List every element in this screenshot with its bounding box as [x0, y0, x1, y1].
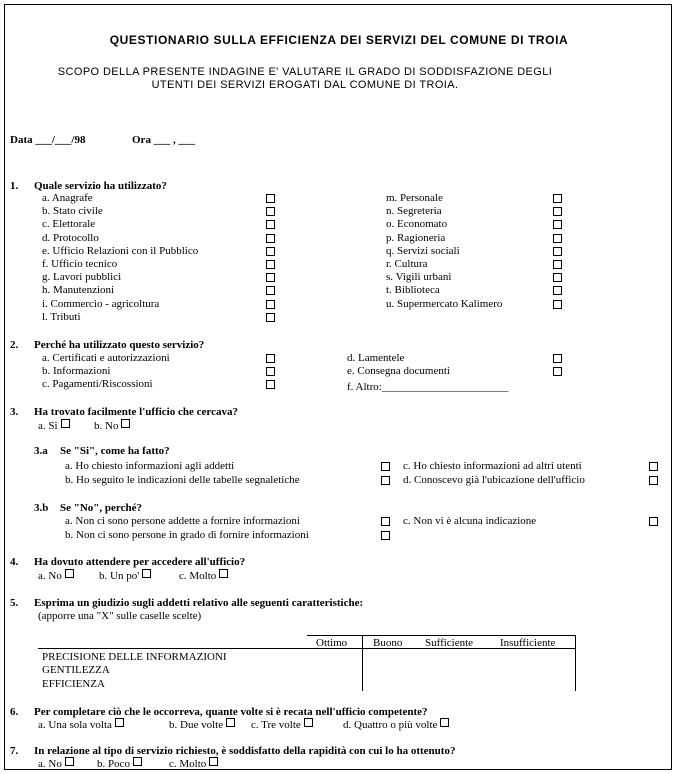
- q1-question: Quale servizio ha utilizzato?: [34, 180, 167, 192]
- q1-left-checkbox[interactable]: [266, 273, 275, 282]
- q1-right-option: r. Cultura: [386, 258, 428, 270]
- q3-option-si-label: a. Si: [38, 420, 58, 432]
- q1-right-checkbox[interactable]: [553, 220, 562, 229]
- q6-opts-checkbox[interactable]: [304, 718, 313, 727]
- q4-opts-option-label: b. Un po': [99, 570, 140, 582]
- q7-opts-option-label: a. No: [38, 758, 62, 770]
- q1-left-option: c. Elettorale: [42, 218, 96, 231]
- q5-table-divider: [362, 635, 363, 691]
- q1-left-checkbox[interactable]: [266, 300, 275, 309]
- q5-table-header-line: [38, 648, 575, 649]
- q1-right-option: o. Economato: [386, 218, 448, 231]
- q2-other-field[interactable]: f. Altro:_______________________: [347, 381, 509, 393]
- q4-opts-option[interactable]: [38, 569, 76, 582]
- q3b-left-option: a. Non ci sono persone addette a fornire informazioni: [65, 515, 300, 527]
- q1-right-option: m. Personale: [386, 192, 443, 204]
- q3b-left-checkbox[interactable]: [381, 517, 390, 526]
- q2-right-option: e. Consegna documenti: [347, 365, 450, 377]
- q4-opts-option-label: c. Molto: [179, 570, 217, 582]
- scope-line-2: UTENTI DEI SERVIZI EROGATI DAL COMUNE DI TROIA.: [151, 79, 459, 91]
- q7-opts-checkbox[interactable]: [209, 757, 218, 766]
- q4-opts-checkbox[interactable]: [65, 569, 74, 578]
- q1-right-checkbox[interactable]: [553, 260, 562, 269]
- q7-number: 7.: [10, 745, 19, 757]
- q5-col-ottimo: Ottimo: [316, 637, 348, 649]
- q7-opts-option[interactable]: [169, 757, 220, 770]
- page-title: QUESTIONARIO SULLA EFFICIENZA DEI SERVIZI DEL COMUNE DI TROIA: [109, 33, 569, 47]
- q4-number: 4.: [10, 556, 19, 568]
- q5-note: (apporre una "X" sulle caselle scelte): [38, 610, 202, 622]
- date-field[interactable]: Data ___/___/98: [10, 134, 86, 146]
- q4-opts-checkbox[interactable]: [219, 569, 228, 578]
- q5-col-buono: Buono: [373, 637, 403, 649]
- q1-right-option: s. Vigili urbani: [386, 271, 452, 284]
- q1-right-option: t. Biblioteca: [386, 284, 440, 297]
- q1-left-checkbox[interactable]: [266, 194, 275, 203]
- q2-left-option: c. Pagamenti/Riscossioni: [42, 378, 153, 390]
- q3b-right-checkbox[interactable]: [649, 517, 658, 526]
- scope-line-1: SCOPO DELLA PRESENTE INDAGINE E' VALUTARE IL GRADO DI SODDISFAZIONE DEGLI: [57, 66, 553, 78]
- q1-right-checkbox[interactable]: [553, 247, 562, 256]
- q4-question: Ha dovuto attendere per accedere all'ufficio?: [34, 556, 246, 568]
- q5-question: Esprima un giudizio sugli addetti relativo alle seguenti caratteristiche:: [34, 597, 364, 609]
- q5-row-efficienza: EFFICIENZA: [42, 678, 105, 690]
- q3-number: 3.: [10, 406, 19, 418]
- q7-opts-option-label: c. Molto: [169, 758, 207, 770]
- q1-right-option: u. Supermercato Kalimero: [386, 297, 503, 310]
- q2-question: Perché ha utilizzato questo servizio?: [34, 339, 205, 351]
- q1-right-checkbox[interactable]: [553, 300, 562, 309]
- q1-left-checkbox[interactable]: [266, 247, 275, 256]
- q7-opts-option-label: b. Poco: [97, 758, 130, 770]
- q6-opts-option[interactable]: [169, 718, 237, 731]
- q3a-left-option: b. Ho seguito le indicazioni delle tabelle segnaletiche: [65, 473, 300, 486]
- questionnaire-page: [4, 4, 672, 770]
- q3-no-checkbox[interactable]: [121, 419, 130, 428]
- q1-left-checkbox[interactable]: [266, 207, 275, 216]
- q7-opts-option[interactable]: [97, 757, 144, 770]
- q7-question: In relazione al tipo di servizio richiesto, è soddisfatto della rapidità con cui lo ha ottenuto?: [34, 745, 456, 757]
- q3a-label: 3.a: [34, 445, 48, 457]
- q5-row-gentilezza: GENTILEZZA: [42, 664, 110, 676]
- q5-col-insufficiente: Insufficiente: [500, 637, 556, 649]
- q1-left-option: i. Commercio - agricoltura: [42, 297, 160, 310]
- q3b-left-checkbox[interactable]: [381, 531, 390, 540]
- q1-left-option: b. Stato civile: [42, 205, 103, 218]
- q4-opts-option[interactable]: [99, 569, 153, 582]
- q3-si-checkbox[interactable]: [61, 419, 70, 428]
- q1-right-checkbox[interactable]: [553, 207, 562, 216]
- q6-question: Per completare ciò che le occorreva, quante volte si è recata nell'ufficio competente?: [34, 706, 428, 718]
- q1-right-checkbox[interactable]: [553, 234, 562, 243]
- q5-row-precisione: PRECISIONE DELLE INFORMAZIONI: [42, 651, 227, 663]
- q1-right-checkbox[interactable]: [553, 273, 562, 282]
- q3a-left-checkbox[interactable]: [381, 462, 390, 471]
- q5-table-top-line: [307, 635, 575, 636]
- q3a-left-option: a. Ho chiesto informazioni agli addetti: [65, 460, 235, 472]
- q5-col-sufficiente: Sufficiente: [425, 637, 474, 649]
- q6-opts-checkbox[interactable]: [440, 718, 449, 727]
- q1-left-option: d. Protocollo: [42, 231, 99, 244]
- q2-number: 2.: [10, 339, 19, 351]
- q4-opts-checkbox[interactable]: [142, 569, 151, 578]
- q6-opts-option[interactable]: [343, 718, 451, 731]
- q1-left-option: f. Ufficio tecnico: [42, 258, 118, 270]
- q3a-right-option: d. Conoscevo già l'ubicazione dell'ufficio: [403, 473, 585, 486]
- q3a-left-checkbox[interactable]: [381, 476, 390, 485]
- q6-opts-option[interactable]: [251, 718, 315, 731]
- q3-question: Ha trovato facilmente l'ufficio che cercava?: [34, 406, 238, 418]
- q1-left-checkbox[interactable]: [266, 260, 275, 269]
- q1-left-option: a. Anagrafe: [42, 192, 93, 204]
- q7-opts-checkbox[interactable]: [133, 757, 142, 766]
- q7-opts-option[interactable]: [38, 757, 76, 770]
- q1-left-option: h. Manutenzioni: [42, 284, 115, 297]
- q1-left-checkbox[interactable]: [266, 234, 275, 243]
- q6-opts-option-label: b. Due volte: [169, 719, 224, 731]
- q2-left-option: b. Informazioni: [42, 365, 111, 377]
- q1-left-checkbox[interactable]: [266, 220, 275, 229]
- q3b-label: 3.b: [34, 502, 49, 514]
- q6-opts-checkbox[interactable]: [226, 718, 235, 727]
- q6-number: 6.: [10, 706, 19, 718]
- q2-left-option: a. Certificati e autorizzazioni: [42, 352, 170, 364]
- q1-number: 1.: [10, 180, 19, 192]
- q3b-question: Se "No", perché?: [60, 502, 142, 514]
- q1-left-checkbox[interactable]: [266, 313, 275, 322]
- q3a-right-checkbox[interactable]: [649, 476, 658, 485]
- q3a-question: Se "Si", come ha fatto?: [60, 445, 170, 457]
- q3-option-si[interactable]: [38, 419, 72, 432]
- q6-opts-checkbox[interactable]: [115, 718, 124, 727]
- q3-option-no-label: b. No: [94, 420, 119, 432]
- q4-opts-option[interactable]: [179, 569, 230, 582]
- q3a-right-checkbox[interactable]: [649, 462, 658, 471]
- q3b-left-option: b. Non ci sono persone in grado di fornire informazioni: [65, 528, 309, 541]
- q1-right-checkbox[interactable]: [553, 286, 562, 295]
- q3a-right-option: c. Ho chiesto informazioni ad altri utenti: [403, 460, 582, 472]
- q1-right-option: p. Ragioneria: [386, 231, 446, 244]
- q1-right-option: q. Servizi sociali: [386, 244, 460, 257]
- q3-option-no[interactable]: [94, 419, 132, 432]
- q2-left-checkbox[interactable]: [266, 354, 275, 363]
- q6-opts-option-label: a. Una sola volta: [38, 719, 112, 731]
- q7-opts-checkbox[interactable]: [65, 757, 74, 766]
- q5-number: 5.: [10, 597, 19, 609]
- q6-opts-option-label: c. Tre volte: [251, 719, 301, 731]
- q2-right-option: d. Lamentele: [347, 352, 405, 364]
- q1-left-option: e. Ufficio Relazioni con il Pubblico: [42, 244, 199, 257]
- q1-right-option: n. Segreteria: [386, 205, 442, 218]
- q2-right-checkbox[interactable]: [553, 367, 562, 376]
- q3b-right-option: c. Non vi è alcuna indicazione: [403, 515, 537, 527]
- q1-left-option: l. Tributi: [42, 310, 81, 323]
- q2-left-checkbox[interactable]: [266, 367, 275, 376]
- q1-left-option: g. Lavori pubblici: [42, 271, 122, 284]
- q2-right-checkbox[interactable]: [553, 354, 562, 363]
- q1-left-checkbox[interactable]: [266, 286, 275, 295]
- q6-opts-option-label: d. Quattro o più volte: [343, 719, 438, 731]
- q1-right-checkbox[interactable]: [553, 194, 562, 203]
- q6-opts-option[interactable]: [38, 718, 126, 731]
- q2-left-checkbox[interactable]: [266, 380, 275, 389]
- q5-table-right-edge: [575, 635, 576, 691]
- time-field[interactable]: Ora ___ , ___: [132, 134, 195, 146]
- q4-opts-option-label: a. No: [38, 570, 62, 582]
